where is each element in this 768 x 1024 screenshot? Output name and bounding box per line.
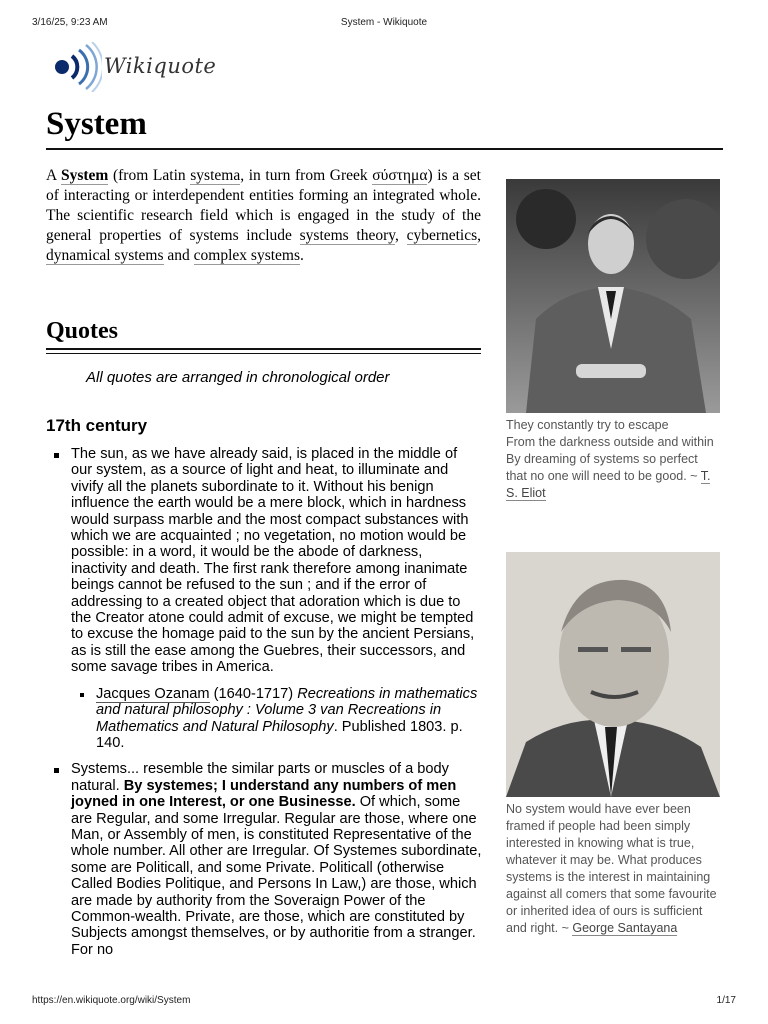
wikiquote-logo[interactable] [48,42,217,92]
link-greek[interactable]: σύστημα [372,167,428,184]
title-divider [46,148,723,150]
link-dynamical-systems[interactable]: dynamical systems [46,247,164,264]
intro-paragraph: A System (from Latin systema, in turn from Greek σύστημα) is a set of interacting or interdependent entities forming an integrated whole. The scientific research field which is engaged in the study of the general properties of systems include systems theory, cybernetics, dynamical systems and complex systems. [46,167,482,264]
arrangement-note: All quotes are arranged in chronological order [86,369,390,386]
quote-citation: Jacques Ozanam (1640-1717) Recreations in mathematics and natural philosophy : Volume 3 van Recreations in Mathematics and Natural Philosophy. Published 1803. p. 140. [71,686,482,752]
intro-section [46,166,481,266]
century-heading: 17th century [46,416,148,435]
wikiquote-logo-icon [48,42,102,92]
print-date: 3/16/25, 9:23 AM [32,17,108,28]
santayana-photo[interactable] [506,552,720,797]
page-counter: 1/17 [716,995,736,1006]
logo-wordmark: Wikiquote [104,54,217,78]
work-title: Recreations in mathematics and natural philosophy : Volume 3 van Recreations in Mathematics and Natural Philosophy [96,685,478,735]
author-link-ozanam[interactable]: Jacques Ozanam [96,685,210,702]
santayana-caption: No system would have ever been framed if people had been simply interested in knowing what is true, whatever it may be. What produces systems is the interest in maintaining against all comers that some favourite or inherited idea of ours is sufficient and right. ~ George Santayana [506,802,717,935]
link-george-santayana[interactable]: George Santayana [572,921,678,935]
link-systema[interactable]: systema [190,167,241,184]
page-title: System [46,106,147,142]
figure-eliot [506,179,720,502]
print-title: System - Wikiquote [340,17,428,28]
quote-list [46,446,482,968]
link-systems-theory[interactable]: systems theory [299,227,395,244]
eliot-photo[interactable] [506,179,720,413]
quote-text: The sun, as we have already said, is placed in the middle of our system, as a source of light and heat, to illuminate and vivify all the planets subordinate to it. Without his benign influence the earth would be a mere block, which in hardness would surpass marble and the most compact substances with which we are acquainted ; no vegetation, no motion would be possible: in a word, it would be the abode of darkness, inactivity and death. The first rank therefore among inanimate beings cannot be refused to the sun ; and if the error of addressing to a created object that adoration which is due to the Creator atone could admit of excuse, we might be tempted to excuse the homage paid to the sun by the ancient Persians, as is still the ease among the Guebres, their successors, and some savage tribes in America. [71,446,475,676]
quote-item: Systems... resemble the similar parts or muscles of a body natural. By systemes; I understand any numbers of men joyned in one Interest, or one Businesse. Of which, some are Regular, and some Irregular. Regular are those, where one Man, or Assembly of men, is constituted Representative of the whole number. All other are Irregular. Of Systemes subordinate, some are Politicall, and some Private. Politicall (otherwise Called Bodies Politique, and Persons In Law,) are those, which are made by authority from the Soveraign Power of the Common-wealth. Private, are those, which are constituted by Subjects amongst themselves, or by authoritie from a stranger. For no [46,761,482,958]
quotes-heading: Quotes [46,318,118,344]
link-cybernetics[interactable]: cybernetics [406,227,478,244]
print-footer [32,995,736,1009]
quotes-divider [46,348,481,354]
print-header [32,17,736,31]
link-complex-systems[interactable]: complex systems [193,247,301,264]
figure-santayana [506,552,720,937]
link-ts-eliot[interactable]: T. S. Eliot [506,469,711,500]
quote-item [46,446,482,751]
print-url: https://en.wikiquote.org/wiki/System [32,995,191,1006]
term-system[interactable]: System [60,167,109,184]
quote-emphasis: By systemes; I understand any numbers of men joyned in one Interest, or one Businesse. [71,777,457,811]
eliot-caption: They constantly try to escape From the darkness outside and within By dreaming of systems so perfect that no one will need to be good. ~ T. S. Eliot [506,418,714,500]
